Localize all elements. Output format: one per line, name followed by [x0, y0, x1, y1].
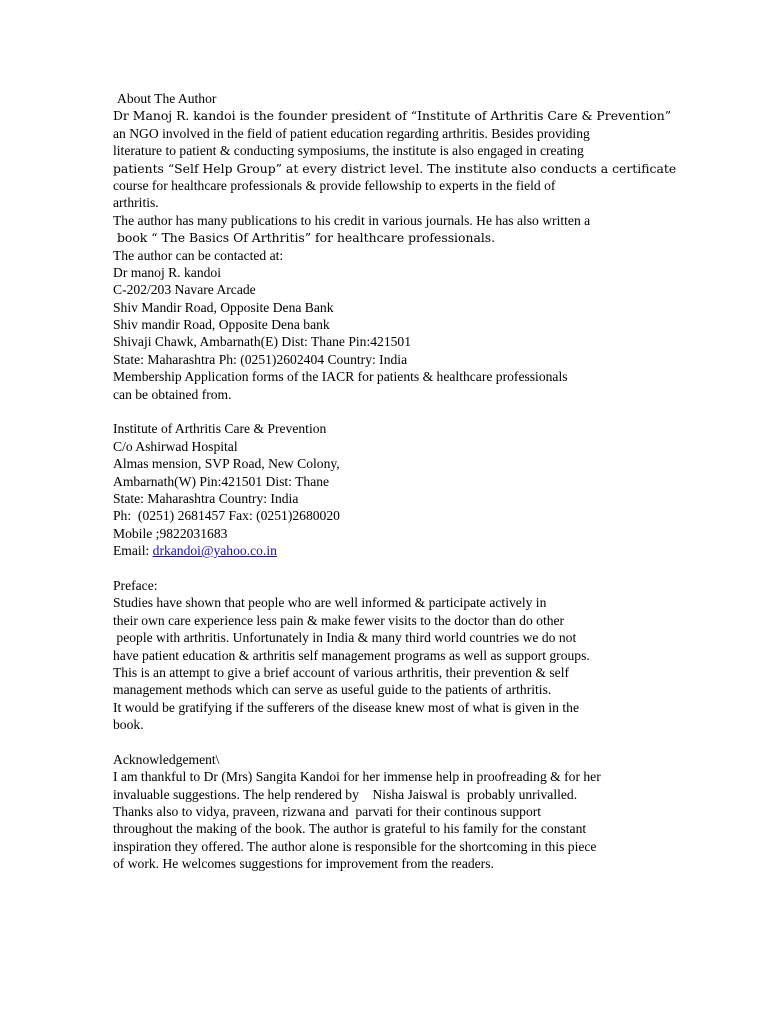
document-body — [113, 90, 677, 873]
acknowledgement-line: throughout the making of the book. The author is grateful to his family for the constant — [113, 821, 587, 837]
paragraph-gap — [113, 733, 658, 750]
preface-line: people with arthritis. Unfortunately in India & many third world countries we do not — [113, 630, 577, 646]
acknowledgement-line: of work. He welcomes suggestions for improvement from the readers. — [113, 856, 494, 872]
contact-name: Dr manoj R. kandoi — [113, 264, 221, 280]
preface-line: management methods which can serve as useful guide to the patients of arthritis. — [113, 682, 552, 698]
institute-mobile: Mobile ;9822031683 — [113, 525, 228, 541]
acknowledgement-line: I am thankful to Dr (Mrs) Sangita Kandoi for her immense help in proofreading & for her — [113, 769, 601, 785]
about-line: Membership Application forms of the IACR for patients & healthcare professionals — [113, 369, 568, 385]
preface-line: book. — [113, 717, 144, 733]
about-line: The author can be contacted at: — [113, 247, 284, 263]
contact-address-line: Shiv Mandir Road, Opposite Dena Bank — [113, 299, 334, 315]
contact-address-line: C-202/203 Navare Arcade — [113, 282, 256, 298]
acknowledgement-line: inspiration they offered. The author alone is responsible for the shortcoming in this piece — [113, 838, 597, 854]
contact-address-line: State: Maharashtra Ph: (0251)2602404 Country: India — [113, 351, 408, 367]
about-line: The author has many publications to his credit in various journals. He has also written a — [113, 212, 591, 228]
preface-line: have patient education & arthritis self management programs as well as support groups. — [113, 647, 590, 663]
about-line: book “ The Basics Of Arthritis” for healthcare professionals. — [113, 230, 496, 246]
preface-line: their own care experience less pain & make fewer visits to the doctor than do other — [113, 612, 565, 628]
acknowledgement-line: invaluable suggestions. The help rendered by Nisha Jaiswal is probably unrivalled. — [113, 786, 578, 802]
institute-line: Almas mension, SVP Road, New Colony, — [113, 456, 340, 472]
institute-phone: Ph: (0251) 2681457 Fax: (0251)2680020 — [113, 508, 340, 524]
about-line: course for healthcare professionals & provide fellowship to experts in the field of — [113, 177, 556, 193]
contact-address-line: Shiv mandir Road, Opposite Dena bank — [113, 317, 330, 333]
about-line: an NGO involved in the field of patient education regarding arthritis. Besides providing — [113, 125, 590, 141]
acknowledgement-heading: Acknowledgement\ — [113, 751, 220, 767]
preface-heading: Preface: — [113, 577, 158, 593]
acknowledgement-line: Thanks also to vidya, praveen, rizwana and parvati for their continous support — [113, 804, 542, 820]
institute-line: State: Maharashtra Country: India — [113, 490, 299, 506]
about-line: literature to patient & conducting symposiums, the institute is also engaged in creating — [113, 143, 584, 159]
preface-line: It would be gratifying if the sufferers of the disease knew most of what is given in the — [113, 699, 579, 715]
email-label: Email: — [113, 543, 153, 559]
about-heading: About The Author — [117, 91, 217, 106]
preface-line: This is an attempt to give a brief account of various arthritis, their prevention & self — [113, 664, 570, 680]
contact-address-line: Shivaji Chawk, Ambarnath(E) Dist: Thane Pin:421501 — [113, 334, 412, 350]
preface-line: Studies have shown that people who are well informed & participate actively in — [113, 595, 547, 611]
about-line: Dr Manoj R. kandoi is the founder president of “Institute of Arthritis Care & Prevention” — [113, 108, 672, 124]
paragraph-gap — [113, 560, 658, 577]
about-line: can be obtained from. — [113, 386, 232, 402]
about-line: patients “Self Help Group” at every district level. The institute also conducts a certificate — [113, 160, 677, 176]
about-line: arthritis. — [113, 195, 159, 211]
paragraph-gap — [113, 403, 658, 420]
email-link[interactable]: drkandoi@yahoo.co.in — [152, 543, 277, 559]
institute-line: Ambarnath(W) Pin:421501 Dist: Thane — [113, 473, 330, 489]
institute-line: C/o Ashirwad Hospital — [113, 438, 238, 454]
institute-email-line — [113, 542, 658, 559]
institute-name: Institute of Arthritis Care & Prevention — [113, 421, 327, 437]
